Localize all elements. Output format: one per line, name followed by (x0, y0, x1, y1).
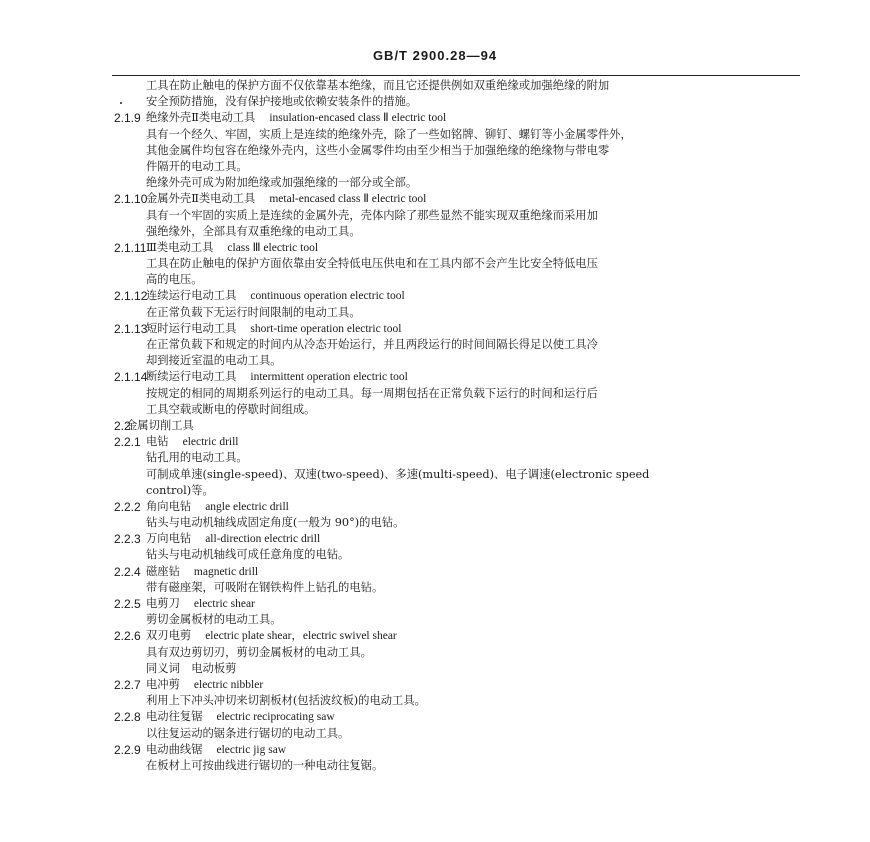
section-number: 2.2.2 (114, 499, 141, 514)
term-chinese (126, 418, 194, 434)
term-chinese (146, 434, 238, 450)
body-text (146, 547, 349, 563)
term-heading (110, 240, 800, 256)
body-line (110, 661, 800, 677)
body-line (110, 353, 800, 369)
body-text (146, 143, 609, 159)
body-text (146, 272, 203, 288)
body-line (110, 272, 800, 288)
body-line (110, 127, 800, 143)
chinese-text: 断续运行电动工具 (146, 370, 237, 384)
section-number: 2.1.9 (114, 111, 141, 126)
body-text (146, 515, 404, 531)
chinese-text: 利用上下冲头冲切来切割板材(包括波纹板)的电动工具。 (146, 694, 426, 708)
body-text (146, 693, 426, 709)
body-text (146, 450, 248, 466)
chinese-text: 安全预防措施，没有保护接地或依赖安装条件的措施。 (146, 95, 418, 109)
body-line (110, 693, 800, 709)
chinese-text: 连续运行电动工具 (146, 289, 237, 303)
body-text (146, 645, 372, 661)
body-text (146, 78, 609, 94)
term-heading (110, 677, 800, 693)
body-text (146, 758, 383, 774)
body-text (146, 175, 417, 191)
chinese-text: 以往复运动的锯条进行锯切的电动工具。 (146, 726, 350, 740)
body-line (110, 143, 800, 159)
chinese-text: 同义词 电动板剪 (146, 661, 237, 675)
term-heading (110, 596, 800, 612)
body-text (146, 127, 632, 143)
body-line (110, 337, 800, 353)
chinese-text: 电剪刀 (146, 597, 180, 610)
body-text (146, 256, 598, 272)
body-text (146, 402, 315, 418)
section-number: 2.2.9 (114, 742, 141, 757)
section-number: 2.2.6 (114, 629, 141, 644)
body-line (110, 386, 800, 402)
term-english: magnetic drill (193, 565, 259, 578)
term-heading (110, 110, 800, 126)
body-text (146, 208, 598, 224)
chinese-text: control)等。 (146, 483, 214, 497)
term-heading (110, 288, 800, 304)
body-line (110, 175, 800, 191)
term-chinese (146, 628, 397, 644)
chinese-text: 却到接近室温的电动工具。 (146, 354, 282, 368)
body-line (110, 78, 800, 94)
section-number: 2.1.14 (114, 370, 148, 385)
term-chinese (146, 709, 335, 725)
term-english: electric jig saw (216, 743, 287, 756)
body-line (110, 159, 800, 175)
chinese-text: 钻头与电动机轴线可成任意角度的电钻。 (146, 548, 350, 562)
chinese-text: 剪切金属板材的电动工具。 (146, 613, 282, 627)
chinese-text: 电动往复锯 (146, 710, 203, 724)
term-heading (110, 321, 800, 337)
body-text (146, 612, 282, 628)
term-heading (110, 434, 800, 450)
chinese-text: 具有双边剪切刃，剪切金属板材的电动工具。 (146, 645, 372, 659)
chinese-text: 钻头与电动机轴线成固定角度(一般为 90°)的电钻。 (146, 516, 405, 530)
term-chinese (146, 564, 258, 580)
chinese-text: 可制成单速(single-speed)、双速(two-speed)、多速(multi-speed)、电子调速(electronic speed (146, 467, 650, 481)
body-text (146, 224, 361, 240)
body-text (146, 661, 236, 677)
term-english: intermittent operation electric tool (250, 371, 408, 384)
term-chinese (146, 742, 286, 758)
chinese-text: 电冲剪 (146, 677, 180, 691)
chinese-text: 高的电压。 (146, 273, 203, 287)
term-chinese (146, 369, 408, 385)
body-text (146, 726, 349, 742)
body-line (110, 256, 800, 272)
term-english: electric plate shear，electric swivel shear (205, 630, 397, 643)
body-text (146, 159, 248, 175)
body-line (110, 726, 800, 742)
term-english: electric drill (182, 436, 239, 449)
term-heading (110, 191, 800, 207)
term-english: continuous operation electric tool (250, 290, 405, 303)
term-heading (110, 564, 800, 580)
section-number: 2.1.13 (114, 321, 148, 336)
body-text (146, 580, 383, 596)
section-number: 2.2 (114, 418, 131, 433)
body-line (110, 305, 800, 321)
section-number: 2.2.3 (114, 532, 141, 547)
term-chinese (146, 531, 320, 547)
term-english: short-time operation electric tool (250, 322, 402, 335)
section-number: 2.2.8 (114, 710, 141, 725)
document-body (110, 78, 800, 774)
section-number: 2.1.11 (114, 240, 147, 255)
body-text (146, 483, 214, 499)
chinese-text: 在板材上可按曲线进行锯切的一种电动往复锯。 (146, 758, 384, 772)
body-line (110, 224, 800, 240)
chinese-text: 其他金属件均包容在绝缘外壳内，这些小金属零件均由至少相当于加强绝缘的绝缘物与带电零 (146, 143, 610, 157)
chinese-text: 在正常负载下和规定的时间内从冷态开始运行，并且两段运行的时间间隔长得足以使工具冷 (146, 338, 598, 351)
body-line (110, 580, 800, 596)
chinese-text: 强绝缘外，全部具有双重绝缘的电动工具。 (146, 224, 361, 238)
body-text (146, 386, 598, 402)
term-english: class Ⅲ electric tool (227, 241, 319, 254)
chinese-text: 金属外壳Ⅱ类电动工具 (146, 192, 256, 206)
term-english: metal-encased class Ⅱ electric tool (269, 193, 427, 206)
chinese-text: 具有一个牢固的实质上是连续的金属外壳，壳体内除了那些显然不能实现双重绝缘而采用加 (146, 208, 598, 222)
body-line (110, 208, 800, 224)
chinese-text: 工具在防止触电的保护方面不仅依靠基本绝缘，而且它还提供例如双重绝缘或加强绝缘的附加 (146, 79, 610, 92)
chinese-text: 钻孔用的电动工具。 (146, 451, 248, 465)
term-english: electric shear (193, 598, 255, 610)
section-number: 2.2.1 (114, 435, 141, 450)
term-chinese (146, 596, 255, 612)
chinese-text: 金属切削工具 (126, 418, 194, 432)
term-chinese (146, 499, 289, 515)
body-text (146, 467, 649, 483)
section-number: 2.2.5 (114, 597, 141, 611)
chinese-text: 绝缘外壳可成为附加绝缘或加强绝缘的一部分或全部。 (146, 176, 418, 190)
body-line (110, 450, 800, 466)
body-line (110, 645, 800, 661)
body-line (110, 483, 800, 499)
term-english: all-direction electric drill (205, 533, 321, 546)
body-text (146, 353, 282, 369)
chinese-text: 电动曲线锯 (146, 742, 203, 756)
term-chinese (146, 288, 405, 304)
body-text (146, 305, 361, 321)
chinese-text: 具有一个经久、牢固，实质上是连续的绝缘外壳，除了一些如铭牌、铆钉、螺钉等小金属零件外， (146, 127, 632, 141)
body-text (146, 337, 598, 353)
term-heading (110, 499, 800, 515)
term-heading (110, 742, 800, 758)
chinese-text: 短时运行电动工具 (146, 321, 237, 335)
document-header: GB/T 2900.28—94 (372, 48, 498, 63)
term-chinese (146, 240, 318, 256)
term-chinese (146, 110, 446, 126)
chinese-text: 工具在防止触电的保护方面依靠由安全特低电压供电和在工具内部不会产生比安全特低电压 (146, 257, 598, 271)
term-english: angle electric drill (205, 500, 289, 513)
term-english: electric nibbler (193, 678, 264, 691)
chinese-text: 在正常负载下无运行时间限制的电动工具。 (146, 305, 361, 319)
term-english: insulation-encased class Ⅱ electric tool (269, 112, 447, 125)
chinese-text: 带有磁座架，可吸附在钢铁构件上钻孔的电钻。 (146, 580, 384, 594)
body-line (110, 515, 800, 531)
header-rule (112, 75, 800, 76)
body-line (110, 547, 800, 563)
term-heading (110, 628, 800, 644)
chinese-text: 磁座钻 (146, 564, 180, 578)
chinese-text: 双刃电剪 (146, 629, 192, 643)
section-number: 2.1.12 (114, 289, 148, 304)
term-heading (110, 531, 800, 547)
term-heading (110, 709, 800, 725)
term-chinese (146, 677, 263, 693)
chinese-text: 万向电钻 (146, 532, 192, 546)
body-line (110, 612, 800, 628)
chinese-text: Ⅲ类电动工具 (146, 240, 214, 254)
chinese-text: 绝缘外壳Ⅱ类电动工具 (146, 111, 256, 125)
chinese-text: 电钻 (146, 435, 169, 449)
section-number: 2.2.4 (114, 564, 141, 579)
chinese-text: 件隔开的电动工具。 (146, 159, 248, 173)
chinese-text: 角向电钻 (146, 499, 192, 513)
body-line (110, 402, 800, 418)
body-line (110, 94, 800, 110)
body-text (146, 94, 417, 110)
term-english: electric reciprocating saw (216, 711, 335, 724)
term-chinese (146, 191, 426, 207)
term-heading (110, 369, 800, 385)
section-number: 2.2.7 (114, 677, 141, 692)
term-chinese (146, 321, 401, 337)
chinese-text: 按规定的相同的周期系列运行的电动工具。每一周期包括在正常负载下运行的时间和运行后 (146, 386, 598, 400)
term-heading (110, 418, 800, 434)
section-number: 2.1.10 (114, 192, 148, 207)
body-line (110, 758, 800, 774)
chinese-text: 工具空载或断电的停歇时间组成。 (146, 402, 316, 416)
body-line (110, 467, 800, 483)
